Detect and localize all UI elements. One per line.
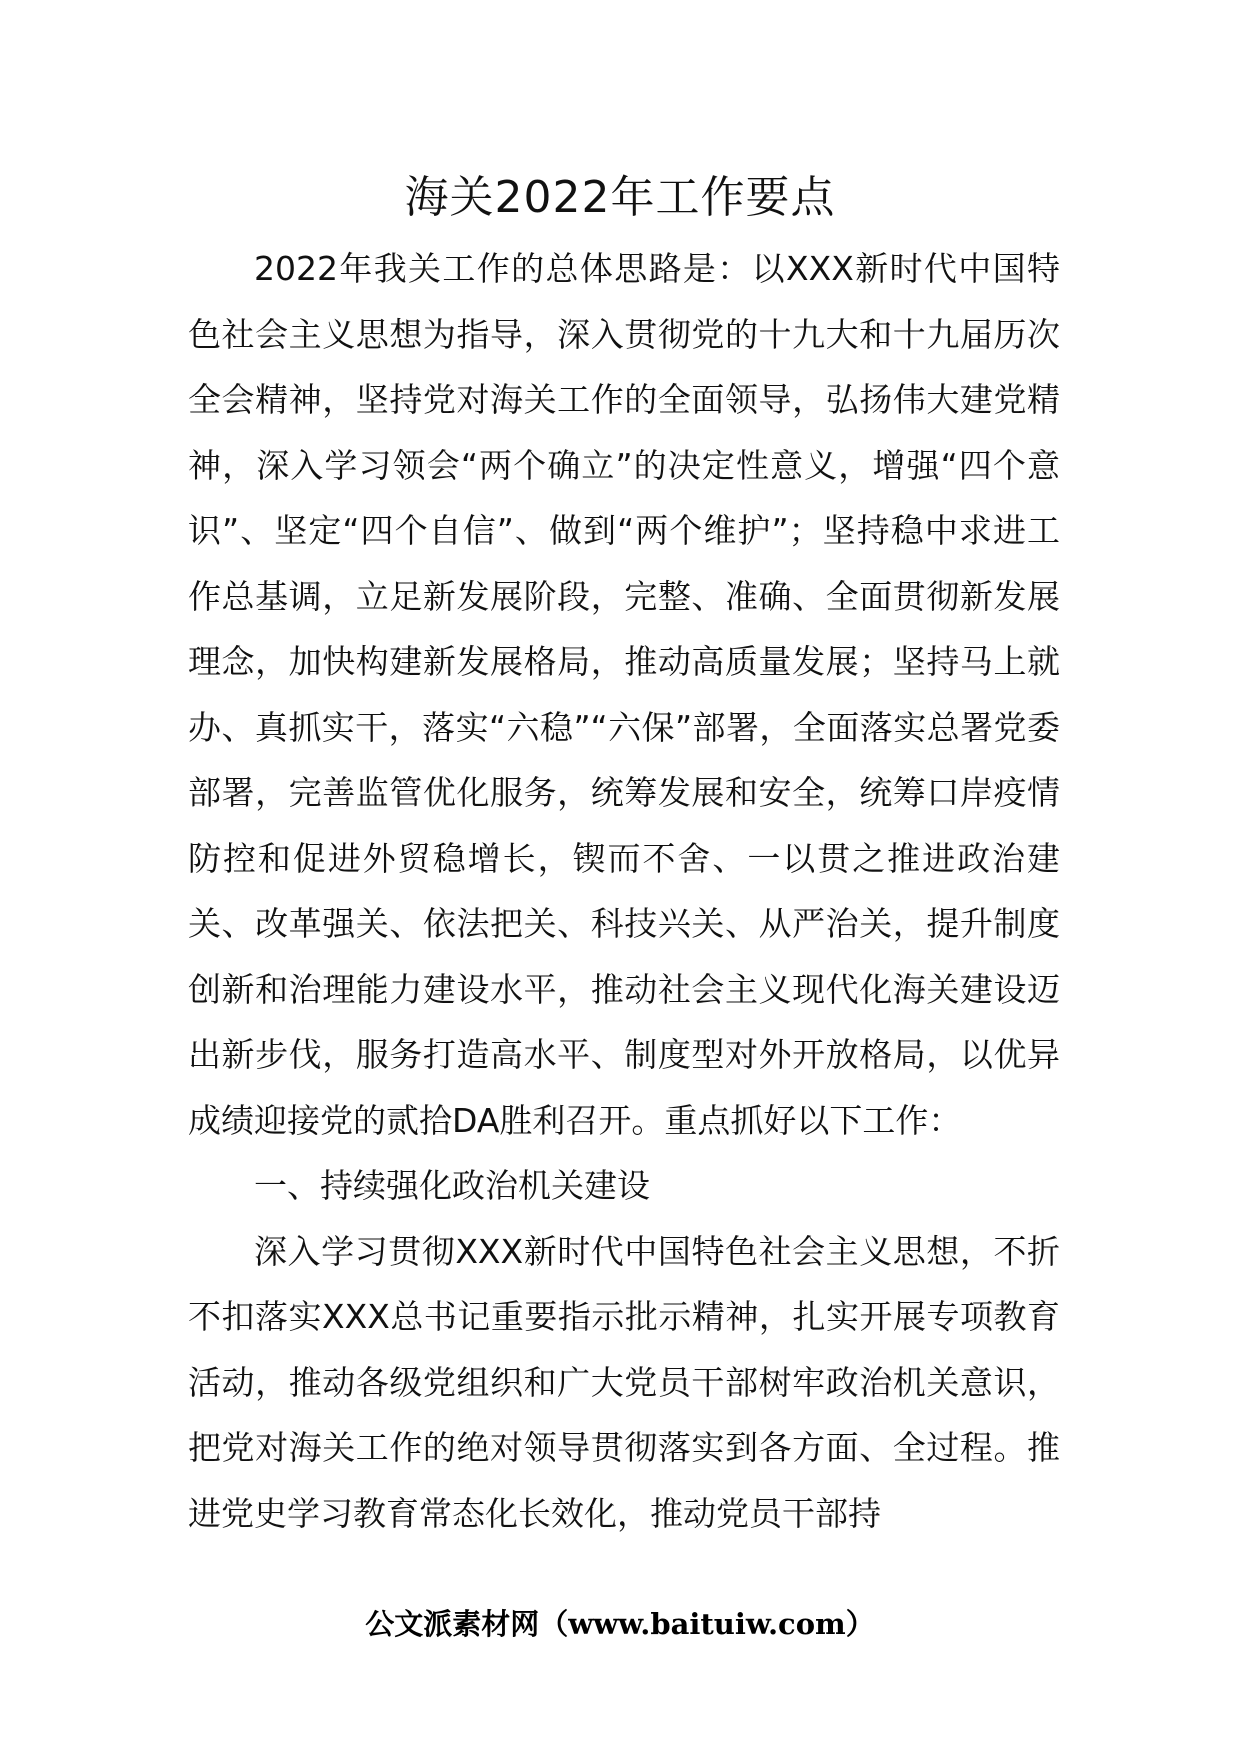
document-body	[188, 236, 1060, 1546]
section-heading-1: 一、持续强化政治机关建设	[254, 1166, 650, 1205]
paragraph-overview: 2022年我关工作的总体思路是：以XXX新时代中国特色社会主义思想为指导，深入贯彻党的十九大和十九届历次全会精神，坚持党对海关工作的全面领导，弘扬伟大建党精神，深入学习领会“两个确立”的决定性意义，增强“四个意识”、坚定“四个自信”、做到“两个维护”；坚持稳中求进工作总基调，立足新发展阶段，完整、准确、全面贯彻新发展理念，加快构建新发展格局，推动高质量发展；坚持马上就办、真抓实干，落实“六稳”“六保”部署，全面落实总署党委部署，完善监管优化服务，统筹发展和安全，统筹口岸疫情防控和促进外贸稳增长，锲而不舍、一以贯之推进政治建关、改革强关、依法把关、科技兴关、从严治关，提升制度创新和治理能力建设水平，推动社会主义现代化海关建设迈出新步伐，服务打造高水平、制度型对外开放格局，以优异成绩迎接党的贰拾DA胜利召开。重点抓好以下工作：	[188, 249, 1060, 1140]
paragraph-section-1: 深入学习贯彻XXX新时代中国特色社会主义思想，不折不扣落实XXX总书记重要指示批示精神，扎实开展专项教育活动，推动各级党组织和广大党员干部树牢政治机关意识，把党对海关工作的绝对领导贯彻落实到各方面、全过程。推进党史学习教育常态化长效化，推动党员干部持	[188, 1231, 1060, 1533]
footer-watermark: 公文派素材网（www.baituiw.com）	[365, 1607, 875, 1641]
document-title: 海关2022年工作要点	[404, 172, 836, 223]
